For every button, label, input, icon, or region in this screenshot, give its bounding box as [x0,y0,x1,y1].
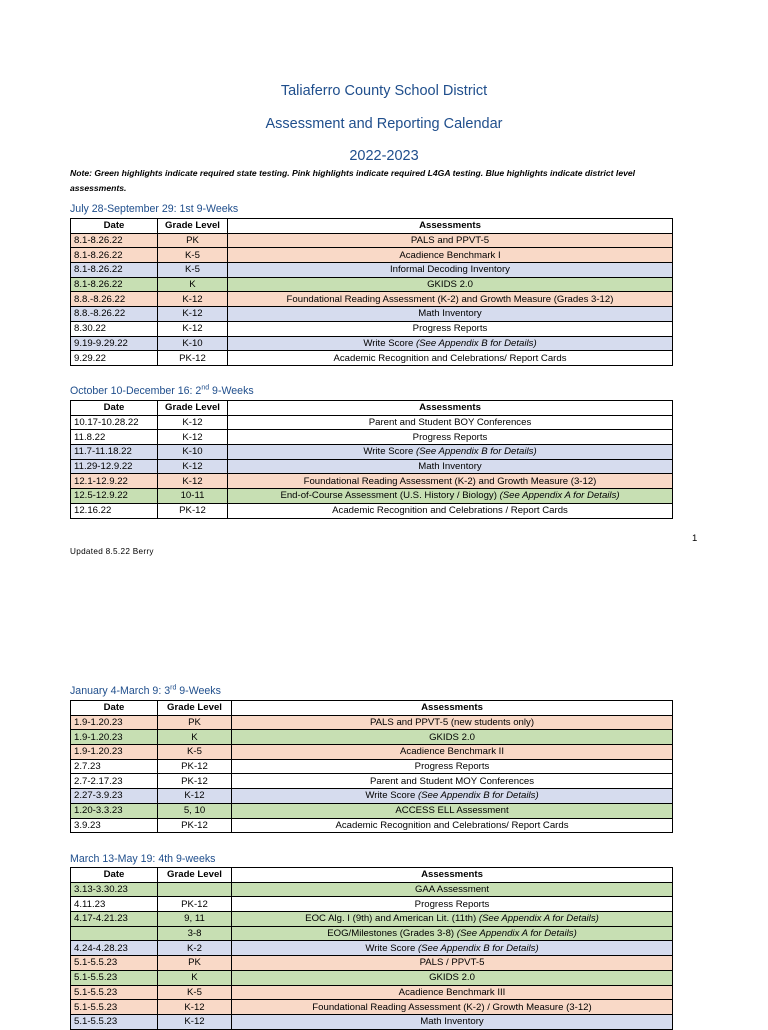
date-cell: 1.9-1.20.23 [71,730,158,745]
assessment-cell [232,897,673,912]
date-cell: 4.17-4.21.23 [71,912,158,927]
date-cell [71,926,158,941]
table-row [71,970,673,985]
assessment-name: Acadience Benchmark III [398,986,506,998]
grade-level-cell: PK [158,233,228,248]
section-heading-q2: October 10-December 16: 2nd 9-Weeks [70,384,254,397]
date-cell: 2.7-2.17.23 [71,774,158,789]
assessment-cell [232,970,673,985]
assessment-cell [228,263,673,278]
grade-level-cell: PK-12 [158,759,232,774]
assessment-name: PALS / PPVT-5 [419,957,485,969]
table-row [71,233,673,248]
date-cell: 8.1-8.26.22 [71,248,158,263]
updated-note: Updated 8.5.22 Berry [70,547,154,556]
legend-note: Note: Green highlights indicate required state testing. Pink highlights indicate required L4GA testing. Blue highlights indicate district level assessments. [70,168,636,193]
column-header-grade: Grade Level [158,401,228,416]
section-heading-q3: January 4-March 9: 3rd 9-Weeks [70,684,221,697]
table-header-row [71,701,673,716]
table-row [71,803,673,818]
table-row [71,489,673,504]
assessment-name: GKIDS 2.0 [429,972,475,984]
table-header-row [71,868,673,883]
grade-level-cell: PK-12 [158,351,228,366]
school-year: 2022-2023 [349,148,419,164]
column-header-assessments: Assessments [232,701,673,716]
assessment-cell [232,774,673,789]
date-cell: 4.24-4.28.23 [71,941,158,956]
table-row [71,351,673,366]
date-cell: 2.27-3.9.23 [71,789,158,804]
assessment-cell [228,292,673,307]
date-cell: 5.1-5.5.23 [71,970,158,985]
table-row [71,745,673,760]
grade-level-cell: 9, 11 [158,912,232,927]
column-header-assessments: Assessments [228,401,673,416]
table-row [71,415,673,430]
assessment-name: Progress Reports [414,898,490,910]
assessment-name: Acadience Benchmark I [399,249,501,261]
calendar-title: Assessment and Reporting Calendar [265,116,503,132]
district-title: Taliaferro County School District [280,83,488,99]
table-row [71,263,673,278]
date-cell: 11.7-11.18.22 [71,445,158,460]
table-row [71,759,673,774]
grade-level-cell: PK [158,715,232,730]
grade-level-cell: K-10 [158,445,228,460]
date-cell: 4.11.23 [71,897,158,912]
assessment-cell [232,1014,673,1029]
assessment-name: GKIDS 2.0 [427,279,473,291]
assessment-name: Write Score [363,337,416,349]
assessment-name: Progress Reports [412,431,488,443]
table-row [71,897,673,912]
date-cell: 8.1-8.26.22 [71,277,158,292]
date-cell: 2.7.23 [71,759,158,774]
assessment-cell [232,715,673,730]
assessment-name: ACCESS ELL Assessment [395,805,509,817]
table-row [71,774,673,789]
column-header-grade: Grade Level [158,868,232,883]
grade-level-cell: K-12 [158,321,228,336]
assessment-name: Write Score [365,790,418,802]
date-cell: 8.1-8.26.22 [71,263,158,278]
appendix-reference: (See Appendix B for Details) [417,942,539,954]
date-cell: 8.8.-8.26.22 [71,292,158,307]
date-cell: 3.13-3.30.23 [71,882,158,897]
grade-level-cell: K-2 [158,941,232,956]
table-header-row [71,401,673,416]
assessment-table-q3 [70,700,673,833]
assessment-name: Math Inventory [418,461,482,473]
table-row [71,277,673,292]
assessment-name: Parent and Student MOY Conferences [369,775,535,787]
table-row [71,248,673,263]
grade-level-cell: 5, 10 [158,803,232,818]
table-row [71,985,673,1000]
assessment-cell [232,745,673,760]
grade-level-cell: 3-8 [158,926,232,941]
grade-level-cell: PK-12 [158,818,232,833]
table-row [71,715,673,730]
assessment-cell [228,474,673,489]
assessment-name: Math Inventory [420,1016,484,1028]
table-row [71,926,673,941]
table-row [71,474,673,489]
table-header-row [71,219,673,234]
table-row [71,789,673,804]
table-row [71,430,673,445]
date-cell: 12.1-12.9.22 [71,474,158,489]
assessment-cell [232,926,673,941]
table-row [71,321,673,336]
assessment-name: Informal Decoding Inventory [390,264,510,276]
appendix-reference: (See Appendix B for Details) [415,446,537,458]
assessment-name: Acadience Benchmark II [400,746,504,758]
grade-level-cell: K-12 [158,430,228,445]
assessment-name: PALS and PPVT-5 (new students only) [369,717,535,729]
assessment-name: Write Score [363,446,416,458]
column-header-assessments: Assessments [232,868,673,883]
grade-level-cell: K-12 [158,1014,232,1029]
date-cell: 10.17-10.28.22 [71,415,158,430]
assessment-cell [228,415,673,430]
section-heading-q1: July 28-September 29: 1st 9-Weeks [70,203,239,215]
assessment-name: PALS and PPVT-5 [410,235,490,247]
date-cell: 8.1-8.26.22 [71,233,158,248]
appendix-reference: (See Appendix B for Details) [415,337,537,349]
assessment-cell [228,430,673,445]
date-cell: 9.29.22 [71,351,158,366]
table-row [71,818,673,833]
table-row [71,730,673,745]
date-cell: 12.16.22 [71,503,158,518]
assessment-cell [228,445,673,460]
date-cell: 1.9-1.20.23 [71,745,158,760]
assessment-table-q2 [70,400,673,519]
date-cell: 1.20-3.3.23 [71,803,158,818]
assessment-name: EOC Alg. I (9th) and American Lit. (11th) [305,913,479,925]
assessment-cell [232,912,673,927]
appendix-reference: (See Appendix A for Details) [456,928,577,940]
grade-level-cell: K [158,730,232,745]
assessment-name: Academic Recognition and Celebrations / Report Cards [332,505,568,517]
table-row [71,882,673,897]
assessment-cell [232,941,673,956]
grade-level-cell [158,882,232,897]
assessment-name: GAA Assessment [414,884,490,896]
date-cell: 5.1-5.5.23 [71,985,158,1000]
assessment-table-q1 [70,218,673,366]
assessment-name: Academic Recognition and Celebrations/ Report Cards [333,352,567,364]
assessment-name: Write Score [365,942,418,954]
date-cell: 5.1-5.5.23 [71,1014,158,1029]
appendix-reference: (See Appendix A for Details) [499,490,620,502]
table-row [71,459,673,474]
column-header-date: Date [71,868,158,883]
section-heading-q4: March 13-May 19: 4th 9-weeks [70,853,216,865]
grade-level-cell: K-12 [158,415,228,430]
table-row [71,503,673,518]
date-cell: 8.8.-8.26.22 [71,307,158,322]
column-header-date: Date [71,401,158,416]
date-cell: 11.8.22 [71,430,158,445]
grade-level-cell: K-12 [158,789,232,804]
grade-level-cell: PK-12 [158,774,232,789]
table-row [71,445,673,460]
grade-level-cell: K-12 [158,1000,232,1015]
grade-level-cell: K-12 [158,307,228,322]
grade-level-cell: PK-12 [158,503,228,518]
table-row [71,912,673,927]
grade-level-cell: K-10 [158,336,228,351]
assessment-table-q4 [70,867,673,1030]
assessment-name: Academic Recognition and Celebrations/ Report Cards [335,819,569,831]
assessment-name: EOG/Milestones (Grades 3-8) [327,928,457,940]
assessment-name: Math Inventory [418,308,482,320]
grade-level-cell: K [158,277,228,292]
grade-level-cell: K-12 [158,474,228,489]
date-cell: 11.29-12.9.22 [71,459,158,474]
table-row [71,292,673,307]
assessment-cell [228,248,673,263]
grade-level-cell: K-12 [158,292,228,307]
assessment-cell [228,351,673,366]
table-row [71,307,673,322]
page-number: 1 [692,533,698,544]
assessment-cell [232,818,673,833]
column-header-grade: Grade Level [158,701,232,716]
table-row [71,1014,673,1029]
assessment-cell [228,336,673,351]
assessment-name: Foundational Reading Assessment (K-2) and Growth Measure (3-12) [303,475,597,487]
assessment-name: GKIDS 2.0 [429,731,475,743]
date-cell: 3.9.23 [71,818,158,833]
date-cell: 8.30.22 [71,321,158,336]
assessment-name: Progress Reports [414,761,490,773]
column-header-date: Date [71,701,158,716]
assessment-cell [228,503,673,518]
grade-level-cell: K-5 [158,248,228,263]
grade-level-cell: PK-12 [158,897,232,912]
assessment-cell [232,789,673,804]
assessment-name: Foundational Reading Assessment (K-2) and Growth Measure (Grades 3-12) [286,293,614,305]
table-row [71,941,673,956]
table-row [71,956,673,971]
assessment-cell [228,307,673,322]
appendix-reference: (See Appendix B for Details) [417,790,539,802]
assessment-cell [232,956,673,971]
grade-level-cell: K-5 [158,985,232,1000]
date-cell: 9.19-9.29.22 [71,336,158,351]
date-cell: 5.1-5.5.23 [71,956,158,971]
column-header-assessments: Assessments [228,219,673,234]
grade-level-cell: K [158,970,232,985]
grade-level-cell: PK [158,956,232,971]
assessment-cell [228,459,673,474]
assessment-name: Parent and Student BOY Conferences [368,417,532,429]
column-header-grade: Grade Level [158,219,228,234]
assessment-cell [228,321,673,336]
date-cell: 1.9-1.20.23 [71,715,158,730]
assessment-cell [232,759,673,774]
column-header-date: Date [71,219,158,234]
date-cell: 12.5-12.9.22 [71,489,158,504]
table-row [71,1000,673,1015]
assessment-name: Progress Reports [412,323,488,335]
assessment-name: End-of-Course Assessment (U.S. History / Biology) [280,490,500,502]
date-cell: 5.1-5.5.23 [71,1000,158,1015]
appendix-reference: (See Appendix A for Details) [478,913,599,925]
table-row [71,336,673,351]
assessment-cell [232,1000,673,1015]
assessment-cell [232,803,673,818]
assessment-cell [232,882,673,897]
assessment-cell [228,277,673,292]
assessment-cell [232,985,673,1000]
assessment-name: Foundational Reading Assessment (K-2) / Growth Measure (3-12) [312,1001,592,1013]
assessment-cell [228,233,673,248]
grade-level-cell: K-5 [158,745,232,760]
assessment-cell [232,730,673,745]
assessment-cell [228,489,673,504]
grade-level-cell: 10-11 [158,489,228,504]
grade-level-cell: K-12 [158,459,228,474]
grade-level-cell: K-5 [158,263,228,278]
